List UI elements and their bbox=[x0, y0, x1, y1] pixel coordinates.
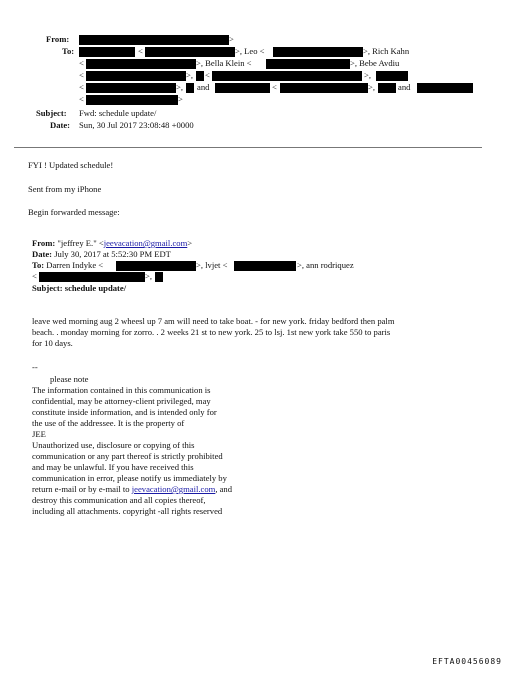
body-line: beach. . monday morning for zorro. . 2 weeks 21 st to new york. 25 to lsj. 1st new york take 550 to paris bbox=[32, 327, 391, 337]
date-value: Sun, 30 Jul 2017 23:08:48 +0000 bbox=[79, 120, 194, 130]
notice-line: the use of the addressee. It is the property of bbox=[32, 418, 185, 428]
to-label: To: bbox=[62, 46, 75, 56]
redaction bbox=[376, 71, 408, 81]
from-label: From: bbox=[46, 34, 70, 44]
bracket: > bbox=[229, 34, 234, 44]
notice-line: communication or any part thereof is strictly prohibited bbox=[32, 451, 223, 461]
redaction bbox=[417, 83, 473, 93]
notice-line: including all attachments. copyright -all rights reserved bbox=[32, 506, 223, 516]
redaction bbox=[196, 71, 204, 81]
body-line: for 10 days. bbox=[32, 338, 73, 348]
redaction bbox=[280, 83, 368, 93]
fwd-from: From: "jeffrey E." <jeevacation@gmail.com> bbox=[32, 238, 193, 248]
notice-line: and may be unlawful. If you have received this bbox=[32, 462, 194, 472]
header-divider bbox=[14, 147, 482, 148]
message-line: Sent from my iPhone bbox=[28, 184, 102, 194]
signature-dash: -- bbox=[32, 362, 38, 372]
recipient-rich: >, Rich Kahn bbox=[363, 46, 410, 56]
redaction bbox=[79, 35, 229, 45]
notice-line: constitute inside information, and is intended only for bbox=[32, 407, 217, 417]
fwd-subject: Subject: schedule update/ bbox=[32, 283, 127, 293]
redaction bbox=[145, 47, 235, 57]
notice-line: JEE bbox=[32, 429, 46, 439]
redaction bbox=[155, 272, 163, 282]
notice-line: The information contained in this communication is bbox=[32, 385, 211, 395]
message-line: Begin forwarded message: bbox=[28, 207, 120, 217]
message-line: FYI ! Updated schedule! bbox=[28, 160, 114, 170]
subject-value: Fwd: schedule update/ bbox=[79, 108, 157, 118]
email-link[interactable]: jeevacation@gmail.com bbox=[131, 484, 216, 494]
notice-line: return e-mail or by e-mail to jeevacation@gmail.com, and bbox=[32, 484, 233, 494]
fwd-to: To: Darren Indyke < bbox=[32, 260, 104, 270]
recipient-bebe: >, Bebe Avdiu bbox=[350, 58, 400, 68]
document-id: EFTA00456089 bbox=[432, 657, 502, 666]
recipient-leo: >, Leo < bbox=[235, 46, 265, 56]
and-text: and bbox=[197, 82, 210, 92]
redaction bbox=[116, 261, 196, 271]
subject-label: Subject: bbox=[36, 108, 67, 118]
redaction bbox=[234, 261, 296, 271]
notice-line: confidential, may be attorney-client privileged, may bbox=[32, 396, 211, 406]
redaction bbox=[215, 83, 270, 93]
redaction bbox=[86, 59, 196, 69]
notice-line: destroy this communication and all copies thereof, bbox=[32, 495, 206, 505]
and-text: and bbox=[398, 82, 411, 92]
please-note: please note bbox=[50, 374, 89, 384]
redaction bbox=[86, 71, 186, 81]
redaction bbox=[378, 83, 396, 93]
fwd-date: Date: July 30, 2017 at 5:52:30 PM EDT bbox=[32, 249, 171, 259]
notice-line: communication in error, please notify us immediately by bbox=[32, 473, 227, 483]
redaction bbox=[39, 272, 145, 282]
redaction bbox=[186, 83, 194, 93]
redaction bbox=[212, 71, 362, 81]
redaction bbox=[79, 47, 135, 57]
notice-line: Unauthorized use, disclosure or copying of this bbox=[32, 440, 195, 450]
email-link[interactable]: jeevacation@gmail.com bbox=[103, 238, 188, 248]
redaction bbox=[86, 95, 178, 105]
redaction bbox=[266, 59, 350, 69]
redaction bbox=[273, 47, 363, 57]
recipient-bella: >, Bella Klein < bbox=[196, 58, 252, 68]
body-line: leave wed morning aug 2 wheesl up 7 am will need to take boat. - for new york. friday bedford then palm bbox=[32, 316, 395, 326]
date-label: Date: bbox=[50, 120, 71, 130]
redaction bbox=[86, 83, 176, 93]
